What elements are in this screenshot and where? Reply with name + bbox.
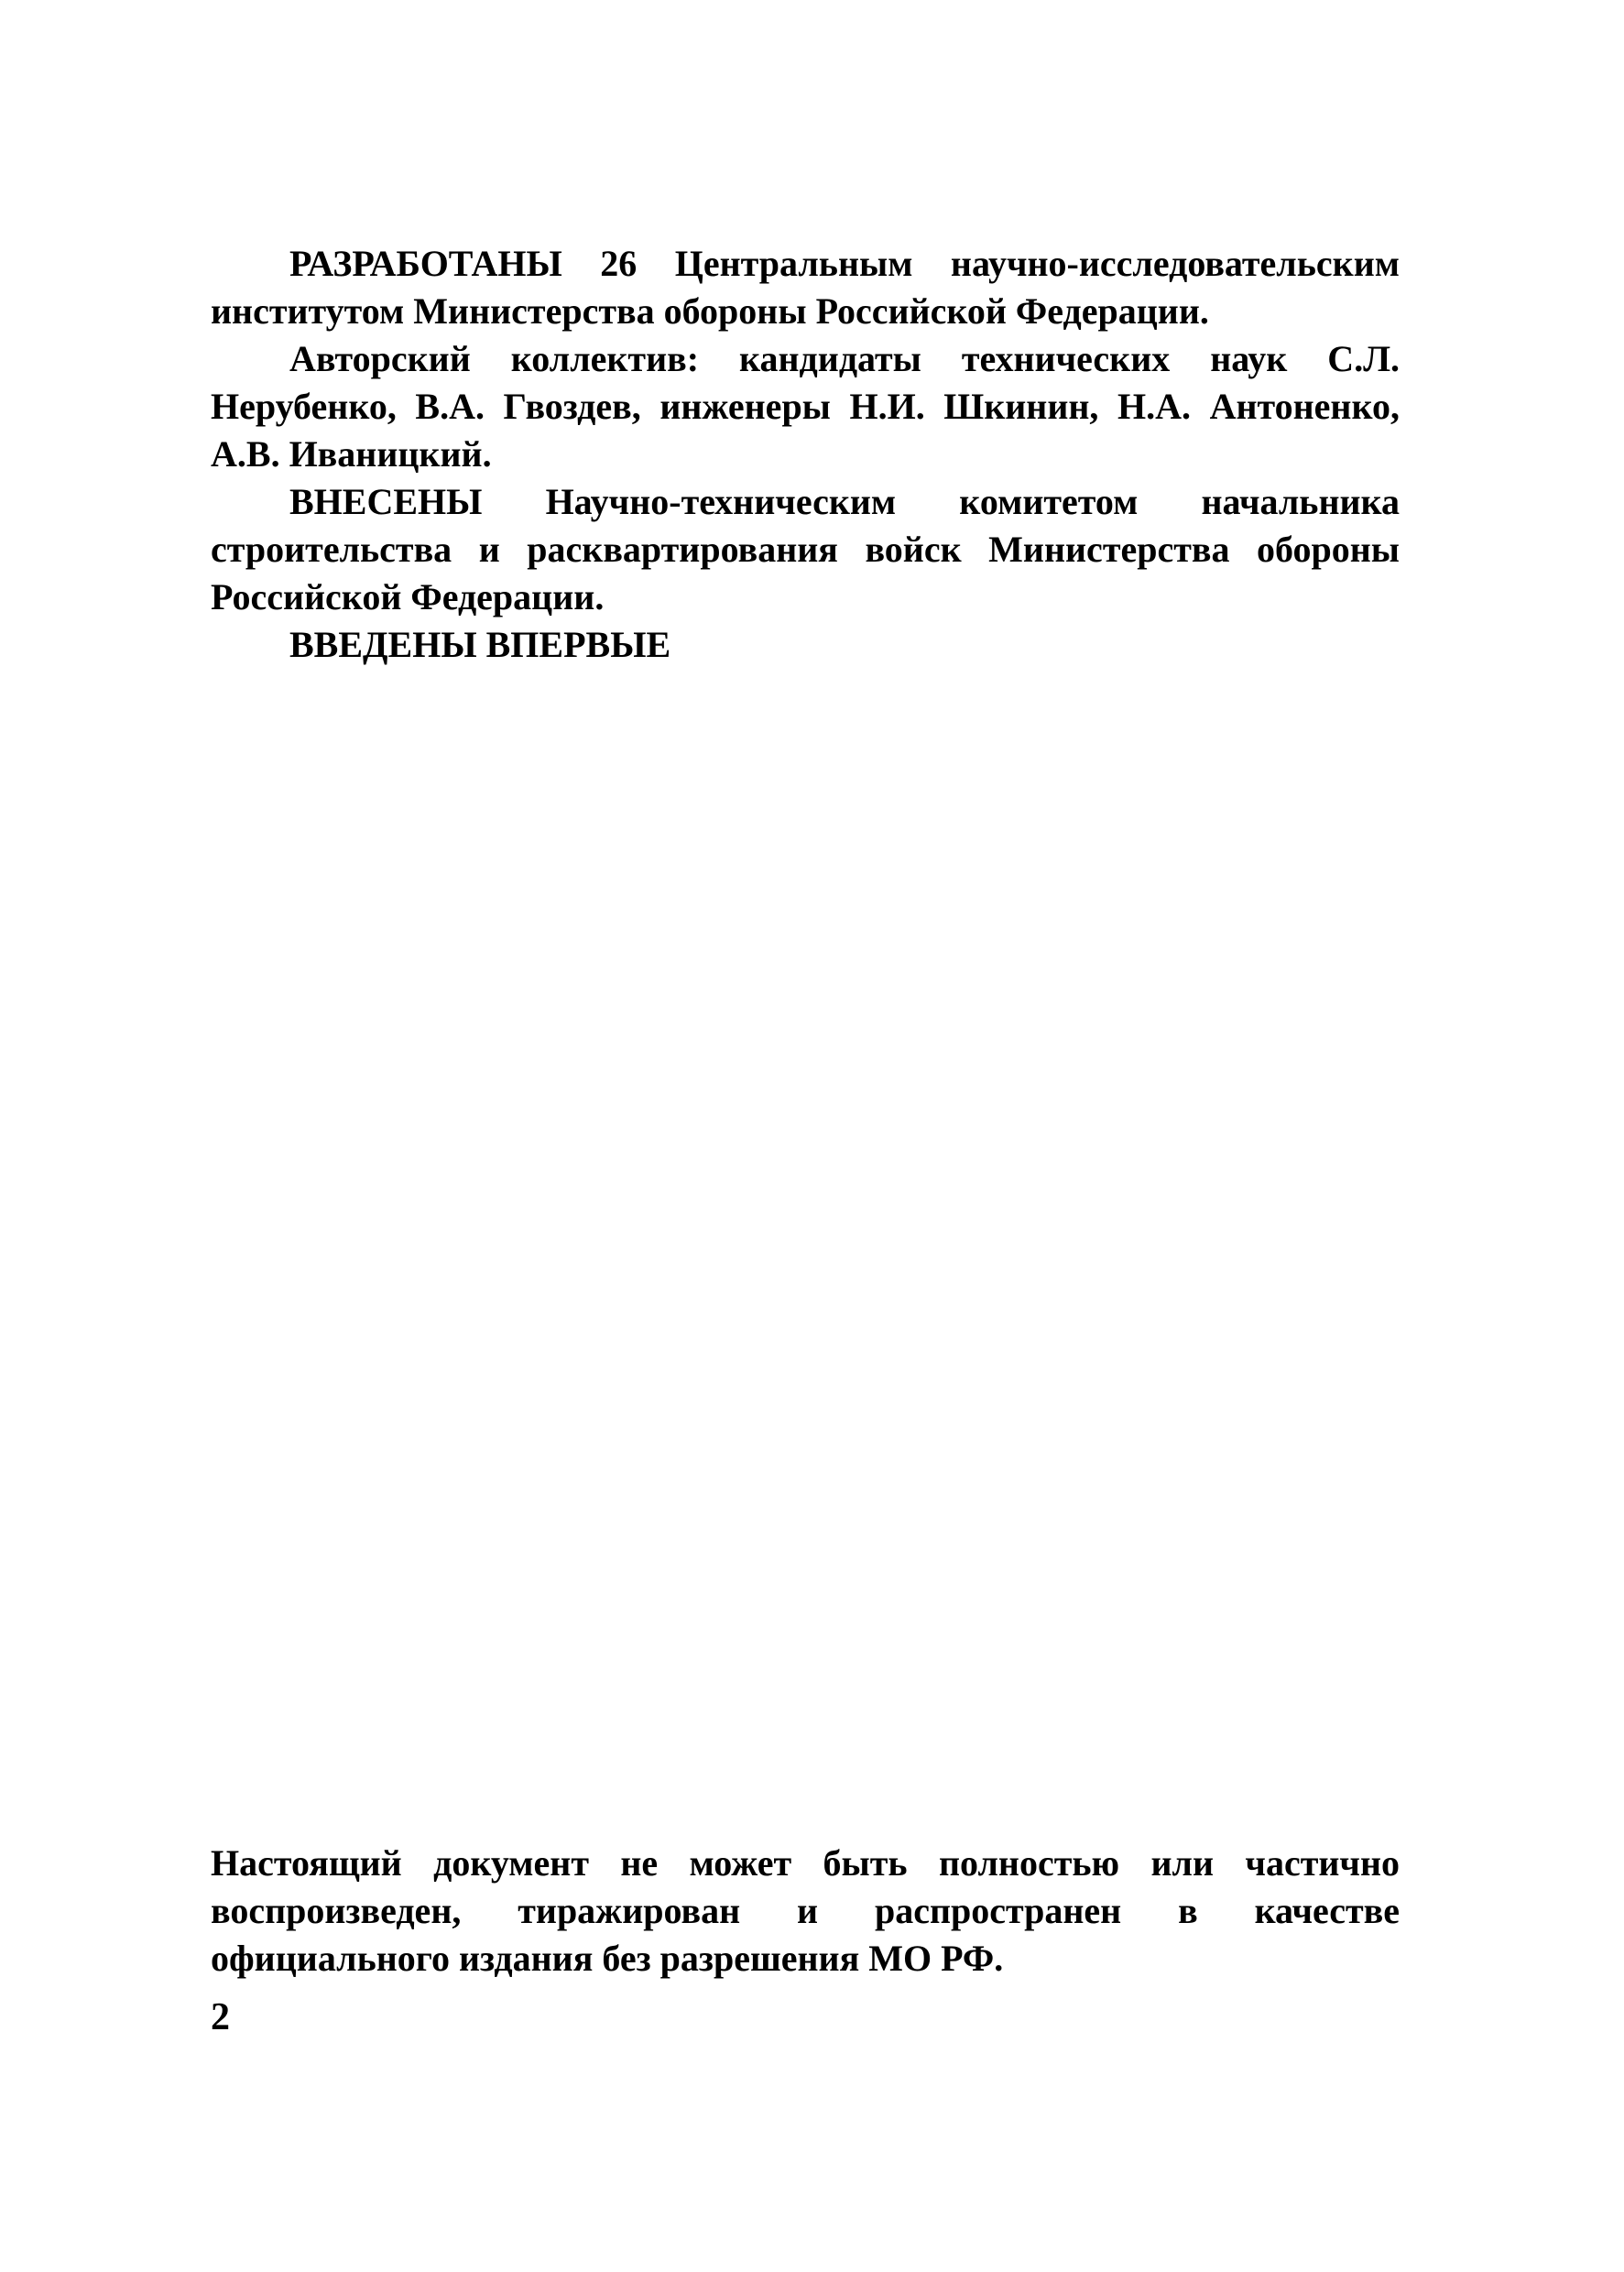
front-matter xyxy=(211,240,1400,669)
introduced-paragraph: ВВЕДЕНЫ ВПЕРВЫЕ xyxy=(289,624,671,665)
page-number: 2 xyxy=(211,1996,230,2038)
submitted-by-paragraph: ВНЕСЕНЫ Научно-техническим комитетом начальника строительства и расквартирования войск Министерства обороны Российской Федерации. xyxy=(211,481,1400,617)
copyright-notice-block xyxy=(211,1840,1400,1983)
developer-paragraph: РАЗРАБОТАНЫ 26 Центральным научно-исследовательским институтом Министерства обороны Российской Федерации. xyxy=(211,243,1400,332)
authors-paragraph: Авторский коллектив: кандидаты технических наук С.Л. Нерубенко, В.А. Гвоздев, инженеры Н.И. Шкинин, Н.А. Антоненко, А.В. Иваницкий. xyxy=(211,338,1400,475)
copyright-notice: Настоящий документ не может быть полностью или частично воспроизведен, тиражирован и распространен в качестве официального издания без разрешения МО РФ. xyxy=(211,1842,1400,1979)
